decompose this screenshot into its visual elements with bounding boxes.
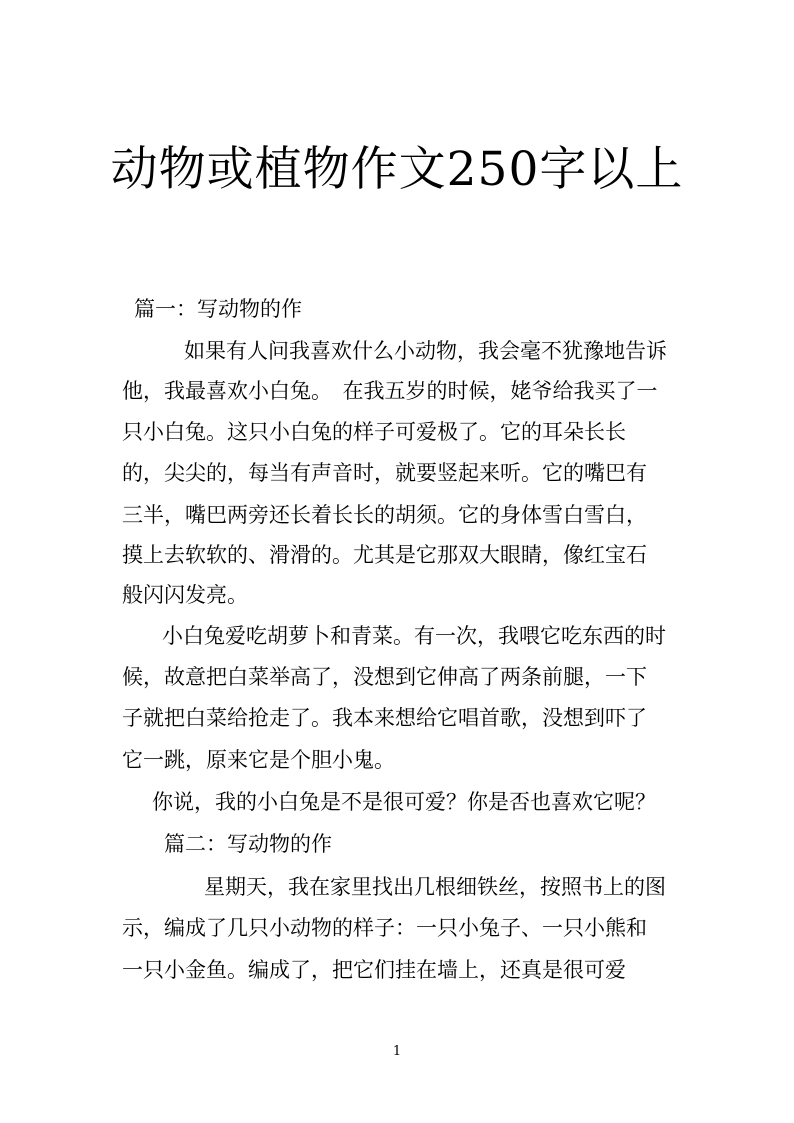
paragraph-line: 星期天，我在家里找出几根细铁丝，按照书上的图 [204, 875, 666, 899]
paragraph-line: 摸上去软软的、滑滑的。尤其是它那双大眼睛，像红宝石 [122, 543, 647, 567]
document-title: 动物或植物作文250字以上 [110, 142, 684, 197]
section-heading-2: 篇二：写动物的作 [164, 832, 332, 856]
paragraph-line: 子就把白菜给抢走了。我本来想给它唱首歌，没想到吓了 [122, 706, 647, 730]
paragraph-line: 三半，嘴巴两旁还长着长长的胡须。它的身体雪白雪白， [122, 503, 647, 527]
paragraph-line: 般闪闪发亮。 [122, 583, 248, 607]
paragraph-line: 如果有人问我喜欢什么小动物，我会毫不犹豫地告诉 [184, 339, 667, 363]
paragraph-line: 只小白兔。这只小白兔的样子可爱极了。它的耳朵长长 [122, 420, 626, 444]
paragraph-line: 你说，我的小白兔是不是很可爱？你是否也喜欢它呢？ [152, 790, 656, 814]
paragraph-line: 候，故意把白菜举高了，没想到它伸高了两条前腿，一下 [122, 665, 647, 689]
page-number: 1 [392, 1044, 402, 1059]
paragraph-line: 小白兔爱吃胡萝卜和青菜。有一次，我喂它吃东西的时 [162, 624, 666, 648]
paragraph-line: 一只小金鱼。编成了，把它们挂在墙上，还真是很可爱 [122, 958, 626, 982]
section-heading-1: 篇一：写动物的作 [134, 297, 302, 321]
paragraph-line: 它一跳，原来它是个胆小鬼。 [122, 748, 395, 772]
paragraph-line: 的，尖尖的，每当有声音时，就要竖起来听。它的嘴巴有 [122, 461, 647, 485]
paragraph-line: 他，我最喜欢小白兔。 在我五岁的时候，姥爷给我买了一 [122, 379, 658, 403]
paragraph-line: 示，编成了几只小动物的样子：一只小兔子、一只小熊和 [122, 916, 647, 940]
